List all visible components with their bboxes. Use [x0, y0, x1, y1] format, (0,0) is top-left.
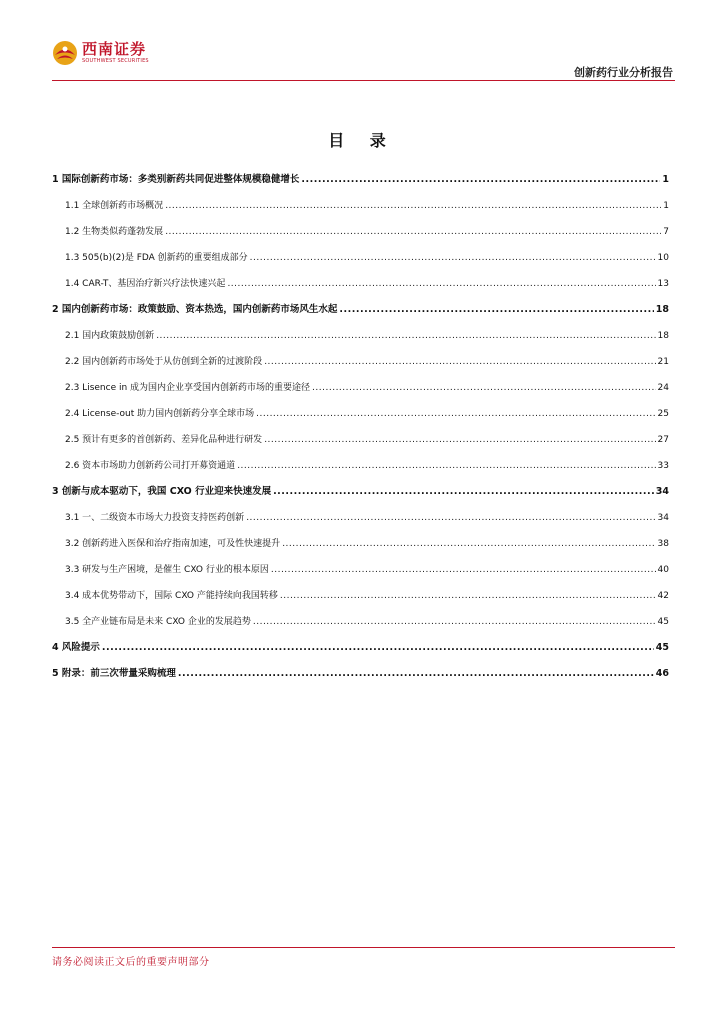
- toc-page-number: 45: [655, 642, 669, 653]
- toc-page-number: 42: [657, 591, 669, 601]
- toc-entry-title: 2.2 国内创新药市场处于从仿创到全新的过渡阶段: [65, 357, 263, 367]
- toc-dot-leader: [250, 248, 656, 268]
- toc-section-entry[interactable]: [52, 430, 669, 450]
- toc-dot-leader: [339, 300, 653, 320]
- toc-dot-leader: [237, 456, 655, 476]
- footer-divider: [52, 947, 675, 948]
- report-title: 创新药行业分析报告: [574, 66, 673, 79]
- toc-entry-title: 2.5 预计有更多的首创新药、差异化品种进行研发: [65, 435, 263, 445]
- toc-section-entry[interactable]: [52, 248, 669, 268]
- toc-entry-title: 3 创新与成本驱动下，我国 CXO 行业迎来快速发展: [52, 486, 272, 497]
- toc-page-number: 18: [657, 331, 669, 341]
- toc-entry-title: 2.4 License-out 助力国内创新药分享全球市场: [65, 409, 255, 419]
- toc-entry-title: 3.2 创新药进入医保和治疗指南加速，可及性快速提升: [65, 539, 281, 549]
- toc-page-number: 13: [657, 279, 669, 289]
- table-of-contents: [52, 170, 669, 690]
- toc-page-number: 10: [657, 253, 669, 263]
- toc-entry-title: 3.5 全产业链布局是未来 CXO 企业的发展趋势: [65, 617, 251, 627]
- toc-dot-leader: [178, 664, 654, 684]
- toc-section-entry[interactable]: [52, 274, 669, 294]
- toc-dot-leader: [264, 430, 655, 450]
- company-logo: [52, 40, 149, 66]
- footer-disclaimer-note: 请务必阅读正文后的重要声明部分: [52, 957, 210, 968]
- toc-section-entry[interactable]: [52, 560, 669, 580]
- toc-dot-leader: [282, 534, 655, 554]
- toc-page-number: 24: [657, 383, 669, 393]
- toc-entry-title: 5 附录：前三次带量采购梳理: [52, 668, 176, 679]
- toc-dot-leader: [227, 274, 655, 294]
- toc-section-entry[interactable]: [52, 378, 669, 398]
- toc-page-number: 45: [657, 617, 669, 627]
- toc-chapter-entry[interactable]: [52, 664, 669, 684]
- toc-entry-title: 1.2 生物类似药蓬勃发展: [65, 227, 164, 237]
- toc-dot-leader: [301, 170, 660, 190]
- toc-section-entry[interactable]: [52, 534, 669, 554]
- toc-dot-leader: [253, 612, 656, 632]
- toc-page-number: 1: [662, 174, 669, 185]
- toc-section-entry[interactable]: [52, 352, 669, 372]
- toc-page-number: 25: [657, 409, 669, 419]
- toc-dot-leader: [273, 482, 654, 502]
- toc-dot-leader: [156, 326, 655, 346]
- toc-page-number: 1: [663, 201, 669, 211]
- toc-section-entry[interactable]: [52, 612, 669, 632]
- toc-entry-title: 3.4 成本优势带动下，国际 CXO 产能持续向我国转移: [65, 591, 278, 601]
- toc-entry-title: 2.1 国内政策鼓励创新: [65, 331, 155, 341]
- toc-dot-leader: [102, 638, 654, 658]
- toc-page-number: 34: [655, 486, 669, 497]
- toc-entry-title: 3.1 一、二级资本市场大力投资支持医药创新: [65, 513, 245, 523]
- toc-page-number: 34: [657, 513, 669, 523]
- toc-page-number: 46: [655, 668, 669, 679]
- toc-section-entry[interactable]: [52, 326, 669, 346]
- toc-section-entry[interactable]: [52, 508, 669, 528]
- toc-page-number: 18: [655, 304, 669, 315]
- toc-page-number: 21: [657, 357, 669, 367]
- toc-entry-title: 1.4 CAR-T、基因治疗新兴疗法快速兴起: [65, 279, 226, 289]
- toc-entry-title: 4 风险提示: [52, 642, 100, 653]
- page-header: [52, 36, 675, 84]
- toc-dot-leader: [256, 404, 655, 424]
- toc-page-number: 40: [657, 565, 669, 575]
- toc-chapter-entry[interactable]: [52, 482, 669, 502]
- toc-page-number: 7: [663, 227, 669, 237]
- toc-section-entry[interactable]: [52, 456, 669, 476]
- logo-emblem-icon: [52, 40, 78, 66]
- logo-english-name: SOUTHWEST SECURITIES: [82, 58, 149, 64]
- toc-chapter-entry[interactable]: [52, 300, 669, 320]
- toc-heading: 目 录: [328, 131, 396, 150]
- toc-dot-leader: [165, 222, 661, 242]
- toc-dot-leader: [312, 378, 656, 398]
- header-divider: [52, 80, 675, 81]
- toc-entry-title: 2.6 资本市场助力创新药公司打开募资通道: [65, 461, 236, 471]
- toc-dot-leader: [280, 586, 656, 606]
- toc-dot-leader: [271, 560, 656, 580]
- toc-section-entry[interactable]: [52, 586, 669, 606]
- toc-section-entry[interactable]: [52, 222, 669, 242]
- toc-entry-title: 1.1 全球创新药市场概况: [65, 201, 164, 211]
- toc-section-entry[interactable]: [52, 404, 669, 424]
- toc-page-number: 33: [657, 461, 669, 471]
- toc-entry-title: 1.3 505(b)(2)是 FDA 创新药的重要组成部分: [65, 253, 248, 263]
- toc-chapter-entry[interactable]: [52, 170, 669, 190]
- toc-entry-title: 2.3 Lisence in 成为国内企业享受国内创新药市场的重要途径: [65, 383, 311, 393]
- toc-entry-title: 2 国内创新药市场：政策鼓励、资本热选，国内创新药市场风生水起: [52, 304, 338, 315]
- toc-section-entry[interactable]: [52, 196, 669, 216]
- toc-dot-leader: [165, 196, 661, 216]
- toc-dot-leader: [264, 352, 655, 372]
- toc-entry-title: 3.3 研发与生产困境，是催生 CXO 行业的根本原因: [65, 565, 269, 575]
- toc-page-number: 38: [657, 539, 669, 549]
- toc-entry-title: 1 国际创新药市场：多类别新药共同促进整体规模稳健增长: [52, 174, 300, 185]
- logo-chinese-name: 西南证券: [82, 40, 147, 58]
- toc-dot-leader: [246, 508, 655, 528]
- toc-chapter-entry[interactable]: [52, 638, 669, 658]
- toc-page-number: 27: [657, 435, 669, 445]
